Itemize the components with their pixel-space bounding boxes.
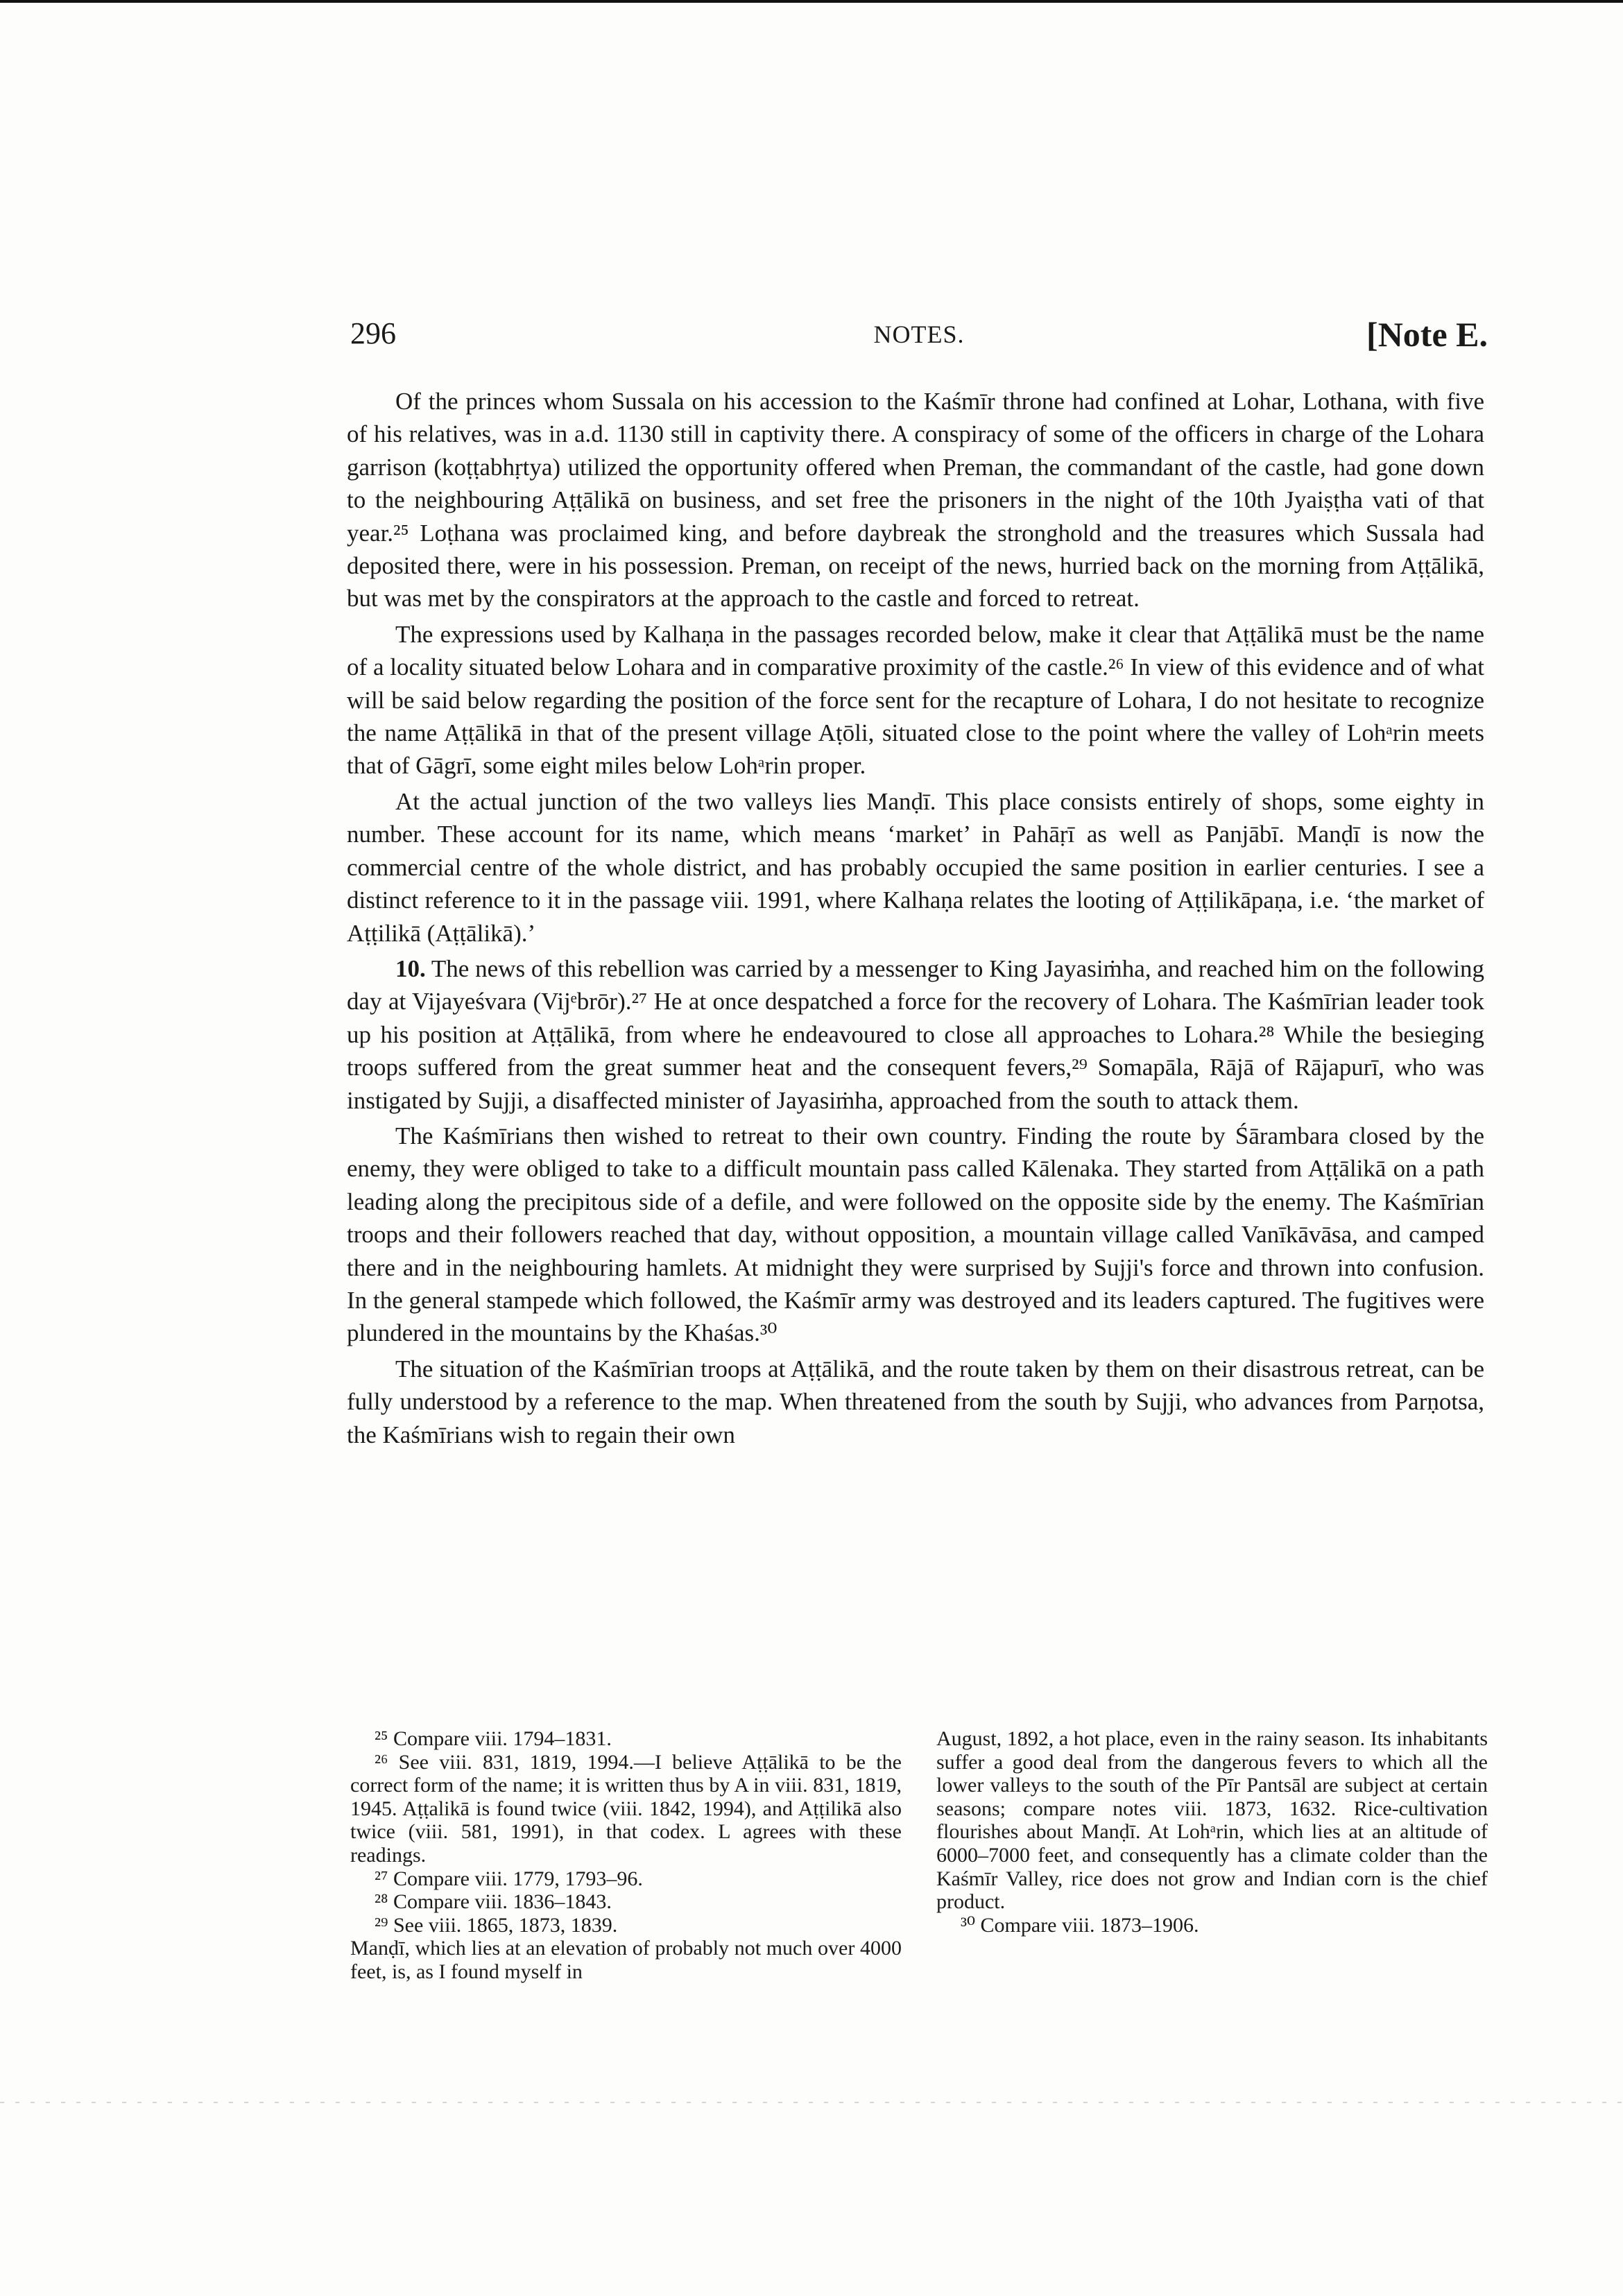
scan-top-edge xyxy=(0,0,1623,3)
running-title: NOTES. xyxy=(873,320,965,348)
paragraph: The Kaśmīrians then wished to retreat to their own country. Finding the route by Śārambara closed by the enemy, they were obliged to take to a difficult mountain pass called Kālenaka. They started from Aṭṭālikā on a path leading along the precipitous side of a defile, and were followed on the opposite side by the enemy. The Kaśmīrian troops and their followers reached that day, without opposition, a mountain village called Vanīkāvāsa, and camped there and in the neighbouring hamlets. At midnight they were surprised by Sujji's force and thrown into confusion. In the general stampede which followed, the Kaśmīr army was destroyed and its leaders captured. The fugitives were plundered in the mountains by the Khaśas.³⁰ xyxy=(347,1122,1484,1347)
note-label: [Note E. xyxy=(1366,315,1488,354)
footnote-continuation: Manḍī, which lies at an elevation of probably not much over 4000 feet, is, as I found myself in xyxy=(350,1937,902,1983)
page-header xyxy=(350,316,1488,364)
footnote: ³⁰ Compare viii. 1873–1906. xyxy=(961,1913,1199,1937)
footnote: ²⁶ See viii. 831, 1819, 1994.—I believe Aṭṭālikā to be the correct form of the name; it is written thus by A in viii. 831, 1819, 1945. Aṭṭalikā is found twice (viii. 1842, 1994), and Aṭṭilikā also twice (viii. 581, 1991), in that codex. L agrees with these readings. xyxy=(350,1750,902,1867)
scan-artifact-line xyxy=(0,2102,1623,2103)
footnote: ²⁸ Compare viii. 1836–1843. xyxy=(375,1890,612,1914)
footnote-continuation: August, 1892, a hot place, even in the rainy season. Its inhabitants suffer a good deal from the dangerous fevers to which all the lower valleys to the south of the Pīr Pantsāl are subject at certain seasons; compare notes viii. 1873, 1632. Rice-cultivation flourishes about Manḍī. At Lohᵃrin, which lies at an altitude of 6000–7000 feet, and consequently has a climate colder than the Kaśmīr Valley, rice does not grow and Indian corn is the chief product. xyxy=(936,1727,1488,1914)
paragraph: At the actual junction of the two valleys lies Manḍī. This place consists entirely of shops, some eighty in number. These account for its name, which means ‘market’ in Pahāṛī as well as Panjābī. Manḍī is now the commercial centre of the whole district, and has probably occupied the same position in earlier centuries. I see a distinct reference to it in the passage viii. 1991, where Kalhaṇa relates the looting of Aṭṭilikāpaṇa, i.e. ‘the market of Aṭṭilikā (Aṭṭālikā).’ xyxy=(347,787,1484,947)
footnotes-left-column xyxy=(350,1727,902,1984)
main-text xyxy=(347,385,1484,1451)
footnote: ²⁷ Compare viii. 1779, 1793–96. xyxy=(375,1867,643,1890)
page-number: 296 xyxy=(350,316,396,350)
footnote: ²⁵ Compare viii. 1794–1831. xyxy=(375,1727,612,1750)
footnote: ²⁹ See viii. 1865, 1873, 1839. xyxy=(375,1913,618,1937)
paragraph: The expressions used by Kalhaṇa in the passages recorded below, make it clear that Aṭṭālikā must be the name of a locality situated below Lohara and in comparative proximity of the castle.²⁶ In view of this evidence and of what will be said below regarding the position of the force sent for the recapture of Lohara, I do not hesitate to recognize the name Aṭṭālikā in that of the present village Aṭōli, situated close to the point where the valley of Lohᵃrin meets that of Gāgrī, some eight miles below Lohᵃrin proper. xyxy=(347,620,1484,780)
footnotes-right-column xyxy=(936,1727,1488,1937)
paragraph-number: 10. xyxy=(395,954,426,982)
paragraph-text: The news of this rebellion was carried by a messenger to King Jayasiṁha, and reached him on the following day at Vijayeśvara (Vijᵉbrōr).²⁷ He at once despatched a force for the recovery of Lohara. The Kaśmīrian leader took up his position at Aṭṭālikā, from where he endeavoured to close all approaches to Lohara.²⁸ While the besieging troops suffered from the great summer heat and the consequent fevers,²⁹ Somapāla, Rājā of Rājapurī, who was instigated by Sujji, a disaffected minister of Jayasiṁha, approached from the south to attack them. xyxy=(347,954,1484,1114)
paragraph-numbered xyxy=(347,952,1484,1117)
paragraph: Of the princes whom Sussala on his accession to the Kaśmīr throne had confined at Lohar, Lothana, with five of his relatives, was in a.d. 1130 still in captivity there. A conspiracy of some of the officers in charge of the Lohara garrison (koṭṭabhṛtya) utilized the opportunity offered when Preman, the commandant of the castle, had gone down to the neighbouring Aṭṭālikā on business, and set free the prisoners in the night of the 10th Jyaiṣṭha vati of that year.²⁵ Loṭhana was proclaimed king, and before daybreak the stronghold and the treasures which Sussala had deposited there, were in his possession. Preman, on receipt of the news, hurried back on the morning from Aṭṭālikā, but was met by the conspirators at the approach to the castle and forced to retreat. xyxy=(347,388,1484,612)
paragraph: The situation of the Kaśmīrian troops at Aṭṭālikā, and the route taken by them on their disastrous retreat, can be fully understood by a reference to the map. When threatened from the south by Sujji, who advances from Parṇotsa, the Kaśmīrians wish to regain their own xyxy=(347,1355,1484,1448)
